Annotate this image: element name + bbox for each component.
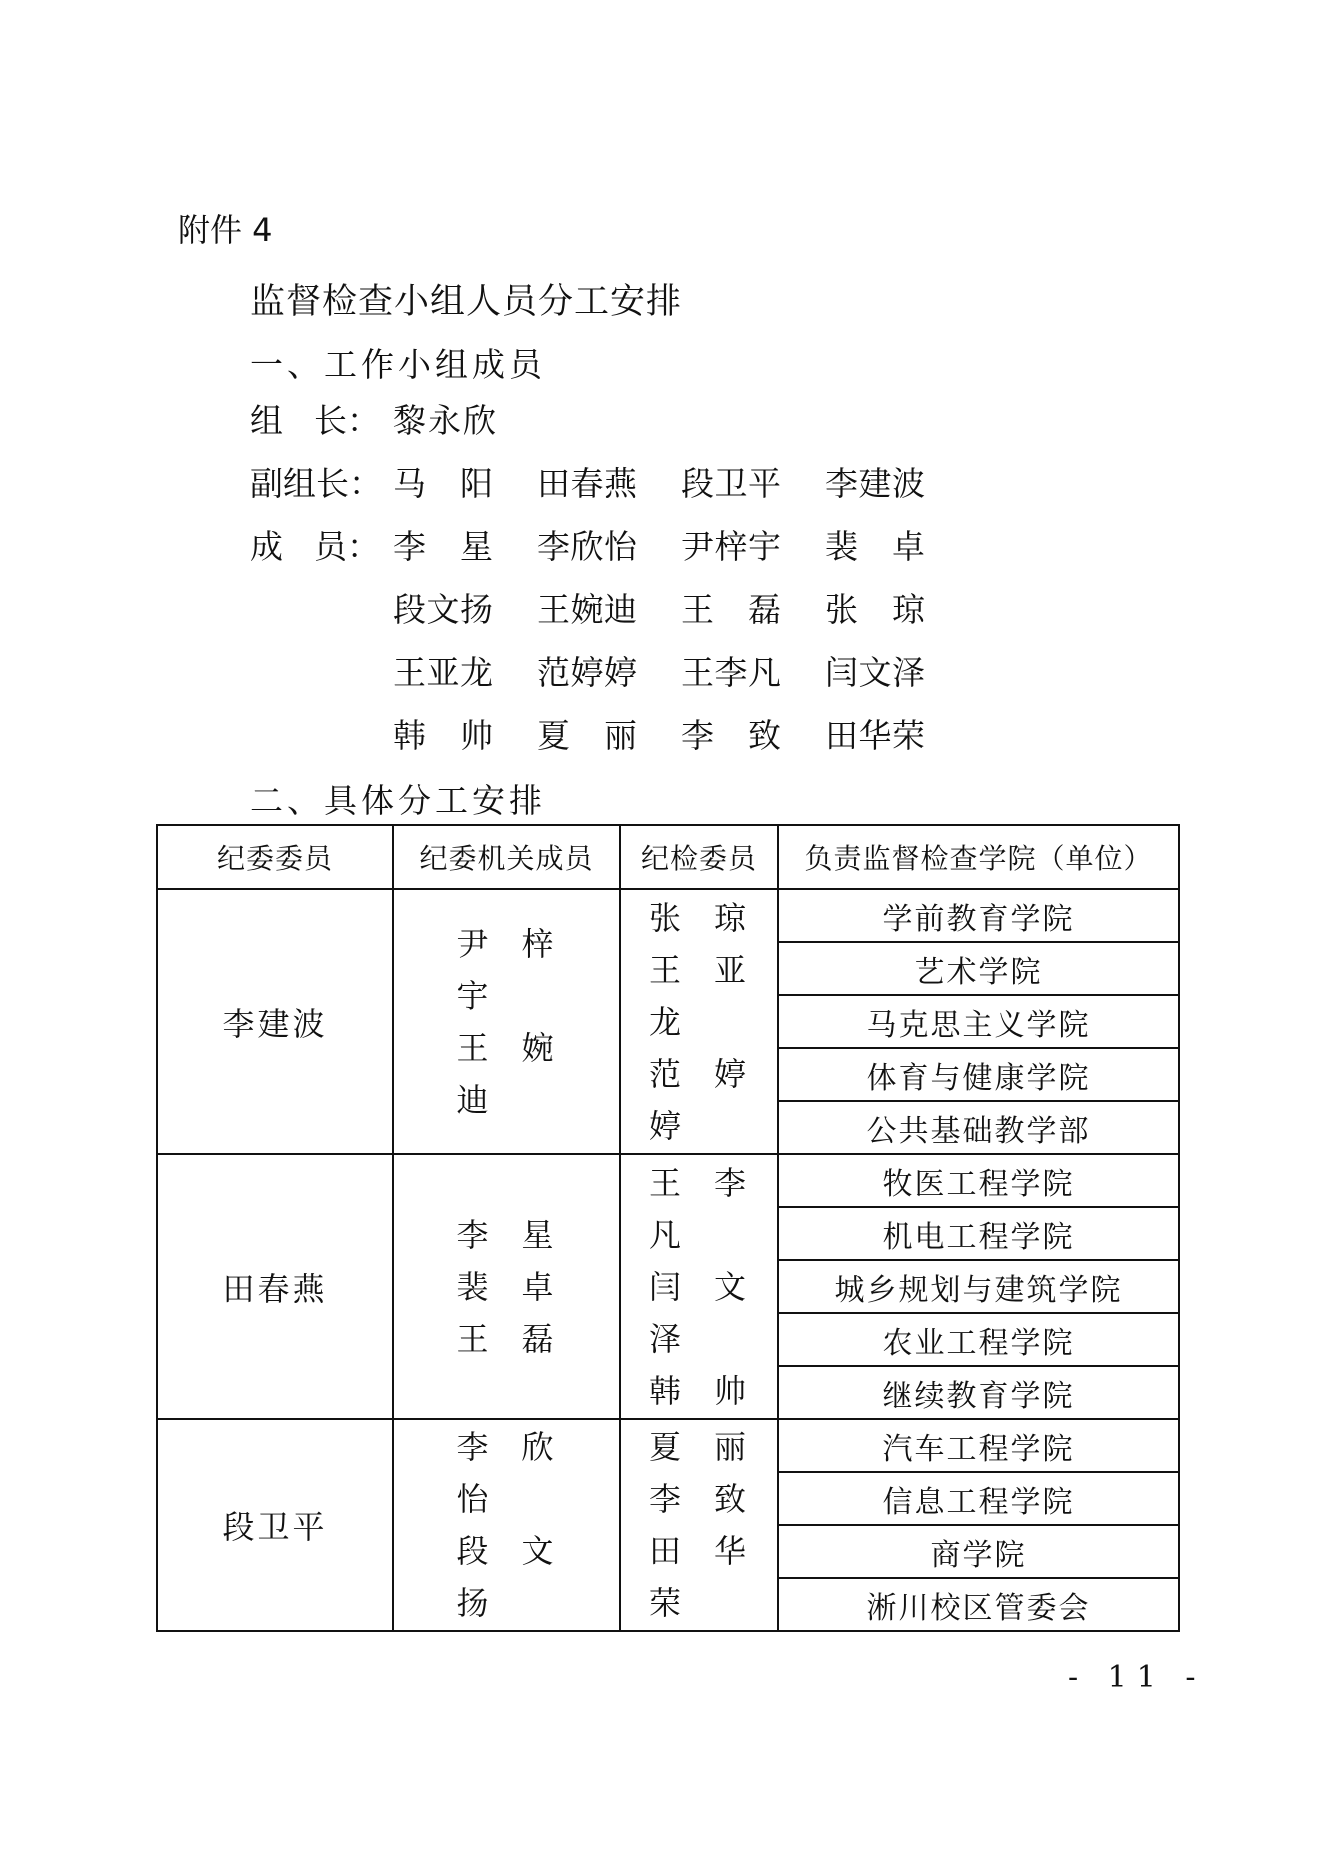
- unit-cell: 机电工程学院: [778, 1207, 1179, 1260]
- member-name: 李 星: [393, 527, 493, 566]
- deputy-row: [0, 462, 1323, 506]
- member-name: 王亚龙: [393, 653, 493, 692]
- office-member-name: 王 磊: [456, 1319, 557, 1358]
- unit-cell: 继续教育学院: [778, 1366, 1179, 1419]
- member-name: 尹梓宇: [681, 527, 781, 566]
- section-heading-assignment: 二、具体分工安排: [250, 781, 546, 820]
- inspector-name: 夏 丽: [649, 1428, 749, 1466]
- leader-label: [250, 399, 380, 443]
- unit-cell: 艺术学院: [778, 942, 1179, 995]
- unit-cell: 体育与健康学院: [778, 1048, 1179, 1101]
- leader-label-char: 长：: [314, 401, 380, 440]
- deputy-name: 段卫平: [681, 464, 781, 503]
- inspector-name: 王亚龙: [649, 950, 749, 1041]
- office-members-cell: [393, 1419, 620, 1631]
- member-name: 韩 帅: [393, 716, 493, 755]
- members-label-char: 员：: [314, 527, 380, 566]
- unit-cell: 农业工程学院: [778, 1313, 1179, 1366]
- member-name: 李欣怡: [537, 527, 637, 566]
- office-member-name: 李 星: [456, 1215, 557, 1254]
- member-name: 段文扬: [393, 590, 493, 629]
- column-header: 纪委委员: [157, 825, 393, 889]
- leader-label-char: 组: [250, 401, 283, 440]
- office-member-name: 段文扬: [456, 1532, 557, 1622]
- office-members-cell: [393, 889, 620, 1154]
- member-name: 夏 丽: [537, 716, 637, 755]
- member-name: 王婉迪: [537, 590, 637, 629]
- members-row: [0, 588, 1323, 632]
- office-member-name: 李欣怡: [456, 1428, 557, 1518]
- inspector-name: 韩 帅: [649, 1371, 749, 1410]
- section-heading-members: 一、工作小组成员: [250, 345, 546, 384]
- leader-row: [0, 399, 1323, 443]
- member-name: 张 琼: [825, 590, 925, 629]
- member-name: 王 磊: [681, 590, 781, 629]
- members-label-char: 成: [250, 527, 283, 566]
- committee-member-cell: 段卫平: [157, 1419, 393, 1631]
- unit-cell: 汽车工程学院: [778, 1419, 1179, 1472]
- committee-member-cell: 田春燕: [157, 1154, 393, 1419]
- committee-member-cell: 李建波: [157, 889, 393, 1154]
- inspector-name: 闫文泽: [649, 1267, 749, 1358]
- table-header-row: [157, 825, 1179, 889]
- member-name: 李 致: [681, 716, 781, 755]
- unit-cell: 学前教育学院: [778, 889, 1179, 942]
- office-member-name: 王婉迪: [456, 1028, 557, 1119]
- members-row: [0, 525, 1323, 569]
- unit-cell: 商学院: [778, 1525, 1179, 1578]
- inspectors-cell: [620, 1154, 778, 1419]
- inspector-name: 王李凡: [649, 1163, 749, 1254]
- member-name: 闫文泽: [825, 653, 925, 692]
- member-name: 王李凡: [681, 653, 781, 692]
- column-header: 纪委机关成员: [393, 825, 620, 889]
- deputy-name: 马 阳: [393, 464, 493, 503]
- office-member-name: 尹梓宇: [456, 924, 557, 1015]
- unit-cell: 城乡规划与建筑学院: [778, 1260, 1179, 1313]
- inspectors-cell: [620, 1419, 778, 1631]
- members-row: [0, 651, 1323, 695]
- column-header: 纪检委员: [620, 825, 778, 889]
- member-name: 田华荣: [825, 716, 925, 755]
- leader-name: 黎永欣: [393, 401, 498, 440]
- table-row: [157, 1154, 1179, 1207]
- inspector-name: 张 琼: [649, 898, 749, 937]
- office-member-name: 裴 卓: [456, 1267, 557, 1306]
- table-row: [157, 1419, 1179, 1472]
- member-name: 范婷婷: [537, 653, 637, 692]
- column-header: 负责监督检查学院（单位）: [778, 825, 1179, 889]
- deputy-name: 李建波: [825, 464, 925, 503]
- unit-cell: 信息工程学院: [778, 1472, 1179, 1525]
- inspector-name: 范婷婷: [649, 1054, 749, 1145]
- member-name: 裴 卓: [825, 527, 925, 566]
- deputy-name: 田春燕: [537, 464, 637, 503]
- attachment-label: 附件 4: [178, 211, 273, 249]
- members-row: [0, 714, 1323, 758]
- deputy-label: 副组长：: [250, 464, 382, 503]
- unit-cell: 牧医工程学院: [778, 1154, 1179, 1207]
- unit-cell: 公共基础教学部: [778, 1101, 1179, 1154]
- unit-cell: 马克思主义学院: [778, 995, 1179, 1048]
- inspector-name: 田华荣: [649, 1532, 749, 1622]
- office-members-cell: [393, 1154, 620, 1419]
- inspector-name: 李 致: [649, 1480, 749, 1518]
- assignment-table: [156, 824, 1180, 1632]
- unit-cell: 淅川校区管委会: [778, 1578, 1179, 1631]
- document-title: 监督检查小组人员分工安排: [250, 282, 683, 322]
- inspectors-cell: [620, 889, 778, 1154]
- members-label: [250, 525, 380, 569]
- table-row: [157, 889, 1179, 942]
- page-number: - 11 -: [1068, 1660, 1206, 1695]
